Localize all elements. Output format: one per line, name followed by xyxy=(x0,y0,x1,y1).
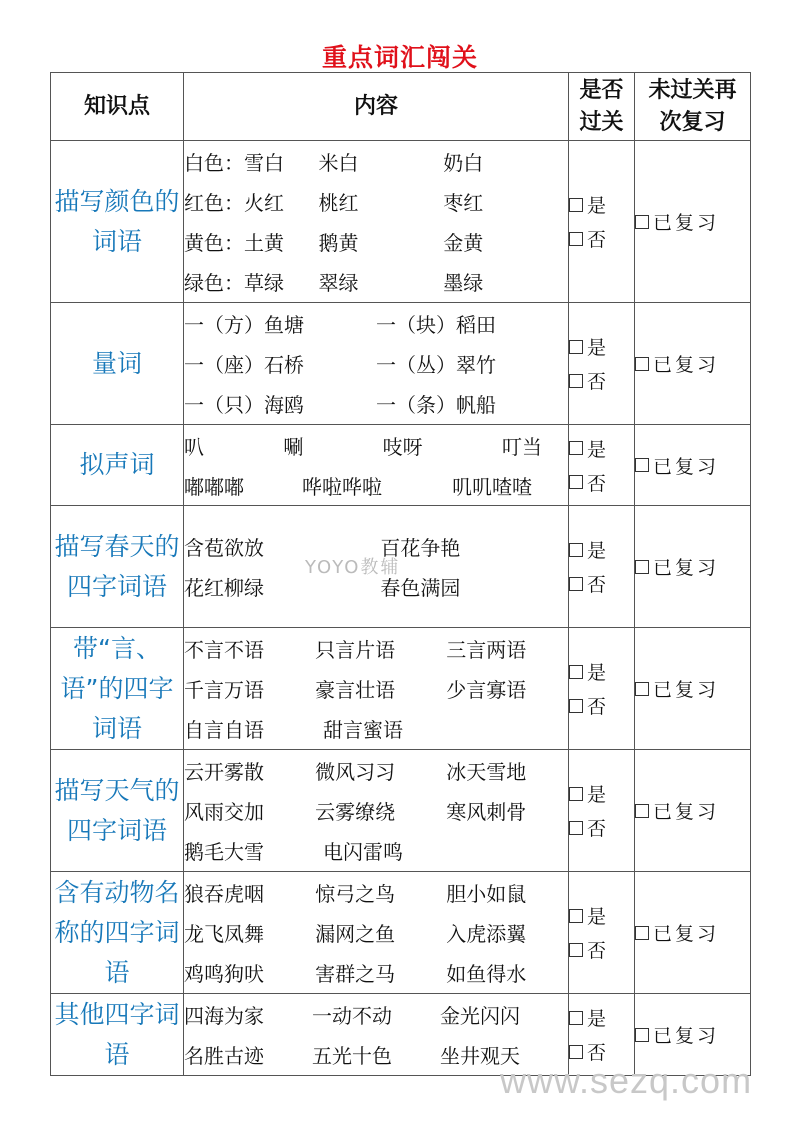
word: 名胜古迹 xyxy=(184,1044,264,1068)
pass-no-checkbox[interactable] xyxy=(569,689,634,723)
content-cell xyxy=(184,303,569,425)
word: 桃红 xyxy=(318,191,359,215)
table-row xyxy=(51,425,751,506)
content-cell xyxy=(184,628,569,750)
option-label: 是 xyxy=(587,438,607,461)
reviewed-checkbox[interactable] xyxy=(635,550,750,584)
option-label: 已复习 xyxy=(653,354,720,376)
checkbox-icon[interactable] xyxy=(569,374,583,388)
topic-cell: 其他四字词语 xyxy=(51,994,184,1076)
word: 花红柳绿 xyxy=(184,576,264,600)
word: 三言两语 xyxy=(446,638,527,662)
word: 含苞欲放 xyxy=(184,536,264,560)
pass-status-cell xyxy=(569,303,635,425)
word: 吱呀 xyxy=(382,434,423,459)
word: 唰 xyxy=(283,434,304,459)
word: 一（只）海鸥 xyxy=(184,393,304,417)
checkbox-icon[interactable] xyxy=(569,787,583,801)
page-title: 重点词汇闯关 xyxy=(321,43,478,72)
topic-cell: 描写天气的四字词语 xyxy=(51,750,184,872)
word: 微风习习 xyxy=(315,760,396,784)
word: 冰天雪地 xyxy=(446,760,527,784)
word-line xyxy=(184,873,568,913)
reviewed-checkbox[interactable] xyxy=(635,794,750,828)
table-row xyxy=(51,628,751,750)
word: 嘟嘟嘟 xyxy=(184,474,244,499)
pass-status-cell xyxy=(569,506,635,628)
content-cell xyxy=(184,141,569,303)
checkbox-icon[interactable] xyxy=(569,909,583,923)
checkbox-icon[interactable] xyxy=(635,357,649,371)
word: 入虎添翼 xyxy=(446,922,527,946)
word-line xyxy=(184,142,568,182)
checkbox-icon[interactable] xyxy=(635,560,649,574)
option-label: 是 xyxy=(587,784,607,806)
option-label: 已复习 xyxy=(653,455,720,478)
word: 翠绿 xyxy=(318,271,359,295)
header-review: 未过关再次复习 xyxy=(635,73,751,141)
pass-yes-checkbox[interactable] xyxy=(569,330,634,364)
word: 龙飞凤舞 xyxy=(184,922,264,946)
word-line xyxy=(184,831,568,871)
checkbox-icon[interactable] xyxy=(569,1045,583,1059)
word: 五光十色 xyxy=(312,1044,392,1068)
word: 胆小如鼠 xyxy=(446,882,527,906)
pass-status-cell xyxy=(569,425,635,506)
word: 一（块）稻田 xyxy=(376,313,496,337)
content-cell xyxy=(184,872,569,994)
checkbox-icon[interactable] xyxy=(569,699,583,713)
word: 一（座）石桥 xyxy=(184,353,304,377)
topic-cell: 描写颜色的词语 xyxy=(51,141,184,303)
word: 如鱼得水 xyxy=(446,962,527,986)
pass-yes-checkbox[interactable] xyxy=(569,655,634,689)
word: 寒风刺骨 xyxy=(446,800,527,824)
pass-no-checkbox[interactable] xyxy=(569,567,634,601)
word: 奶白 xyxy=(443,151,484,175)
word-line xyxy=(184,953,568,993)
option-label: 是 xyxy=(587,906,607,928)
word: 鹅黄 xyxy=(318,231,359,255)
word: 哗啦哗啦 xyxy=(302,474,382,499)
word-line xyxy=(184,262,568,302)
word: 黄色：土黄 xyxy=(184,231,284,255)
topic-cell: 描写春天的四字词语 xyxy=(51,506,184,628)
option-label: 已复习 xyxy=(653,1025,720,1047)
word: 红色：火红 xyxy=(184,191,284,215)
reviewed-checkbox[interactable] xyxy=(635,347,750,381)
word: 鹅毛大雪 xyxy=(184,840,264,864)
word: 甜言蜜语 xyxy=(323,718,403,742)
option-label: 是 xyxy=(587,1008,607,1030)
option-label: 已复习 xyxy=(653,557,720,579)
word: 不言不语 xyxy=(184,638,264,662)
option-label: 已复习 xyxy=(653,212,720,234)
word: 电闪雷鸣 xyxy=(323,840,403,864)
checkbox-icon[interactable] xyxy=(569,543,583,557)
reviewed-checkbox[interactable] xyxy=(635,916,750,950)
word: 金黄 xyxy=(443,231,484,255)
vocabulary-table xyxy=(50,72,751,1076)
content-cell xyxy=(184,750,569,872)
word: 千言万语 xyxy=(184,678,264,702)
option-label: 否 xyxy=(587,371,607,393)
word-line xyxy=(184,791,568,831)
reviewed-checkbox[interactable] xyxy=(635,205,750,239)
word: 叮当 xyxy=(501,434,542,459)
word: 一（条）帆船 xyxy=(376,393,496,417)
word: 墨绿 xyxy=(443,271,484,295)
option-label: 已复习 xyxy=(653,923,720,945)
option-label: 否 xyxy=(587,574,607,596)
checkbox-icon[interactable] xyxy=(569,475,583,489)
word: 只言片语 xyxy=(315,638,396,662)
review-cell xyxy=(635,141,751,303)
pass-no-checkbox[interactable] xyxy=(569,222,634,256)
word: 金光闪闪 xyxy=(440,1004,520,1028)
option-label: 否 xyxy=(587,818,607,840)
checkbox-icon[interactable] xyxy=(569,665,583,679)
word-line xyxy=(184,222,568,262)
word: 自言自语 xyxy=(184,718,264,742)
table-row xyxy=(51,506,751,628)
review-cell xyxy=(635,506,751,628)
reviewed-checkbox[interactable] xyxy=(635,672,750,706)
pass-yes-checkbox[interactable] xyxy=(569,533,634,567)
checkbox-icon[interactable] xyxy=(569,198,583,212)
word-line xyxy=(184,344,568,384)
word: 一（方）鱼塘 xyxy=(184,313,304,337)
word: 漏网之鱼 xyxy=(315,922,396,946)
word: 绿色：草绿 xyxy=(184,271,284,295)
word-line xyxy=(184,304,568,344)
table-row xyxy=(51,141,751,303)
pass-no-checkbox[interactable] xyxy=(569,364,634,398)
checkbox-icon[interactable] xyxy=(569,232,583,246)
pass-yes-checkbox[interactable] xyxy=(569,899,634,933)
word: 四海为家 xyxy=(184,1004,264,1028)
word-line xyxy=(184,425,568,465)
word: 云雾缭绕 xyxy=(315,800,396,824)
option-label: 否 xyxy=(587,472,607,495)
reviewed-checkbox[interactable] xyxy=(635,448,750,482)
content-cell xyxy=(184,425,569,506)
pass-status-cell xyxy=(569,141,635,303)
reviewed-checkbox[interactable] xyxy=(635,1018,750,1052)
pass-yes-checkbox[interactable] xyxy=(569,777,634,811)
option-label: 是 xyxy=(587,540,607,562)
header-row xyxy=(51,73,751,141)
header-passed: 是否过关 xyxy=(569,73,635,141)
word-line xyxy=(184,465,568,505)
pass-status-cell xyxy=(569,628,635,750)
checkbox-icon[interactable] xyxy=(635,1028,649,1042)
word: 米白 xyxy=(318,151,359,175)
word-line xyxy=(184,384,568,424)
pass-status-cell xyxy=(569,872,635,994)
topic-cell: 量词 xyxy=(51,303,184,425)
table-body xyxy=(51,141,751,1076)
option-label: 否 xyxy=(587,1042,607,1064)
word: 春色满园 xyxy=(380,576,461,600)
checkbox-icon[interactable] xyxy=(569,340,583,354)
review-cell xyxy=(635,425,751,506)
word: 坐井观天 xyxy=(440,1044,520,1068)
checkbox-icon[interactable] xyxy=(569,943,583,957)
word: 白色：雪白 xyxy=(184,151,284,175)
topic-cell: 拟声词 xyxy=(51,425,184,506)
checkbox-icon[interactable] xyxy=(635,804,649,818)
word: 害群之马 xyxy=(315,962,396,986)
word: 鸡鸣狗吠 xyxy=(184,962,264,986)
header-topic: 知识点 xyxy=(51,73,184,141)
pass-status-cell xyxy=(569,750,635,872)
option-label: 是 xyxy=(587,195,607,217)
table-row xyxy=(51,750,751,872)
pass-no-checkbox[interactable] xyxy=(569,811,634,845)
review-cell xyxy=(635,750,751,872)
pass-yes-checkbox[interactable] xyxy=(569,431,634,465)
word-line xyxy=(184,709,568,749)
checkbox-icon[interactable] xyxy=(635,458,649,472)
checkbox-icon[interactable] xyxy=(635,215,649,229)
table-row xyxy=(51,303,751,425)
word: 叽叽喳喳 xyxy=(452,474,532,499)
word: 狼吞虎咽 xyxy=(184,882,264,906)
word: 风雨交加 xyxy=(184,800,264,824)
word: 叭 xyxy=(184,434,204,459)
table-row xyxy=(51,872,751,994)
review-cell xyxy=(635,628,751,750)
word: 枣红 xyxy=(443,191,484,215)
checkbox-icon[interactable] xyxy=(569,1011,583,1025)
checkbox-icon[interactable] xyxy=(635,682,649,696)
watermark: YOYO教辅 xyxy=(305,557,401,578)
header-content: 内容 xyxy=(184,73,569,141)
word: 豪言壮语 xyxy=(315,678,396,702)
word: 一（丛）翠竹 xyxy=(376,353,496,377)
topic-cell: 含有动物名称的四字词语 xyxy=(51,872,184,994)
pass-no-checkbox[interactable] xyxy=(569,465,634,499)
option-label: 是 xyxy=(587,662,607,684)
word-line xyxy=(184,751,568,791)
word-line xyxy=(184,182,568,222)
option-label: 已复习 xyxy=(653,801,720,823)
option-label: 已复习 xyxy=(653,679,720,701)
checkbox-icon[interactable] xyxy=(569,821,583,835)
word-line xyxy=(184,629,568,669)
word-line xyxy=(184,669,568,709)
checkbox-icon[interactable] xyxy=(569,577,583,591)
word-line xyxy=(184,995,568,1035)
site-watermark: www.sezq.com xyxy=(500,1060,753,1101)
pass-yes-checkbox[interactable] xyxy=(569,1001,634,1035)
pass-no-checkbox[interactable] xyxy=(569,933,634,967)
option-label: 是 xyxy=(587,337,607,359)
option-label: 否 xyxy=(587,229,607,251)
word: 百花争艳 xyxy=(380,536,461,560)
checkbox-icon[interactable] xyxy=(635,926,649,940)
word: 一动不动 xyxy=(312,1004,392,1028)
topic-cell: 带“言、语”的四字词语 xyxy=(51,628,184,750)
word: 云开雾散 xyxy=(184,760,264,784)
word: 惊弓之鸟 xyxy=(315,882,396,906)
option-label: 否 xyxy=(587,696,607,718)
option-label: 否 xyxy=(587,940,607,962)
review-cell xyxy=(635,872,751,994)
checkbox-icon[interactable] xyxy=(569,441,583,455)
word-line xyxy=(184,913,568,953)
word: 少言寡语 xyxy=(446,678,527,702)
pass-yes-checkbox[interactable] xyxy=(569,188,634,222)
review-cell xyxy=(635,303,751,425)
